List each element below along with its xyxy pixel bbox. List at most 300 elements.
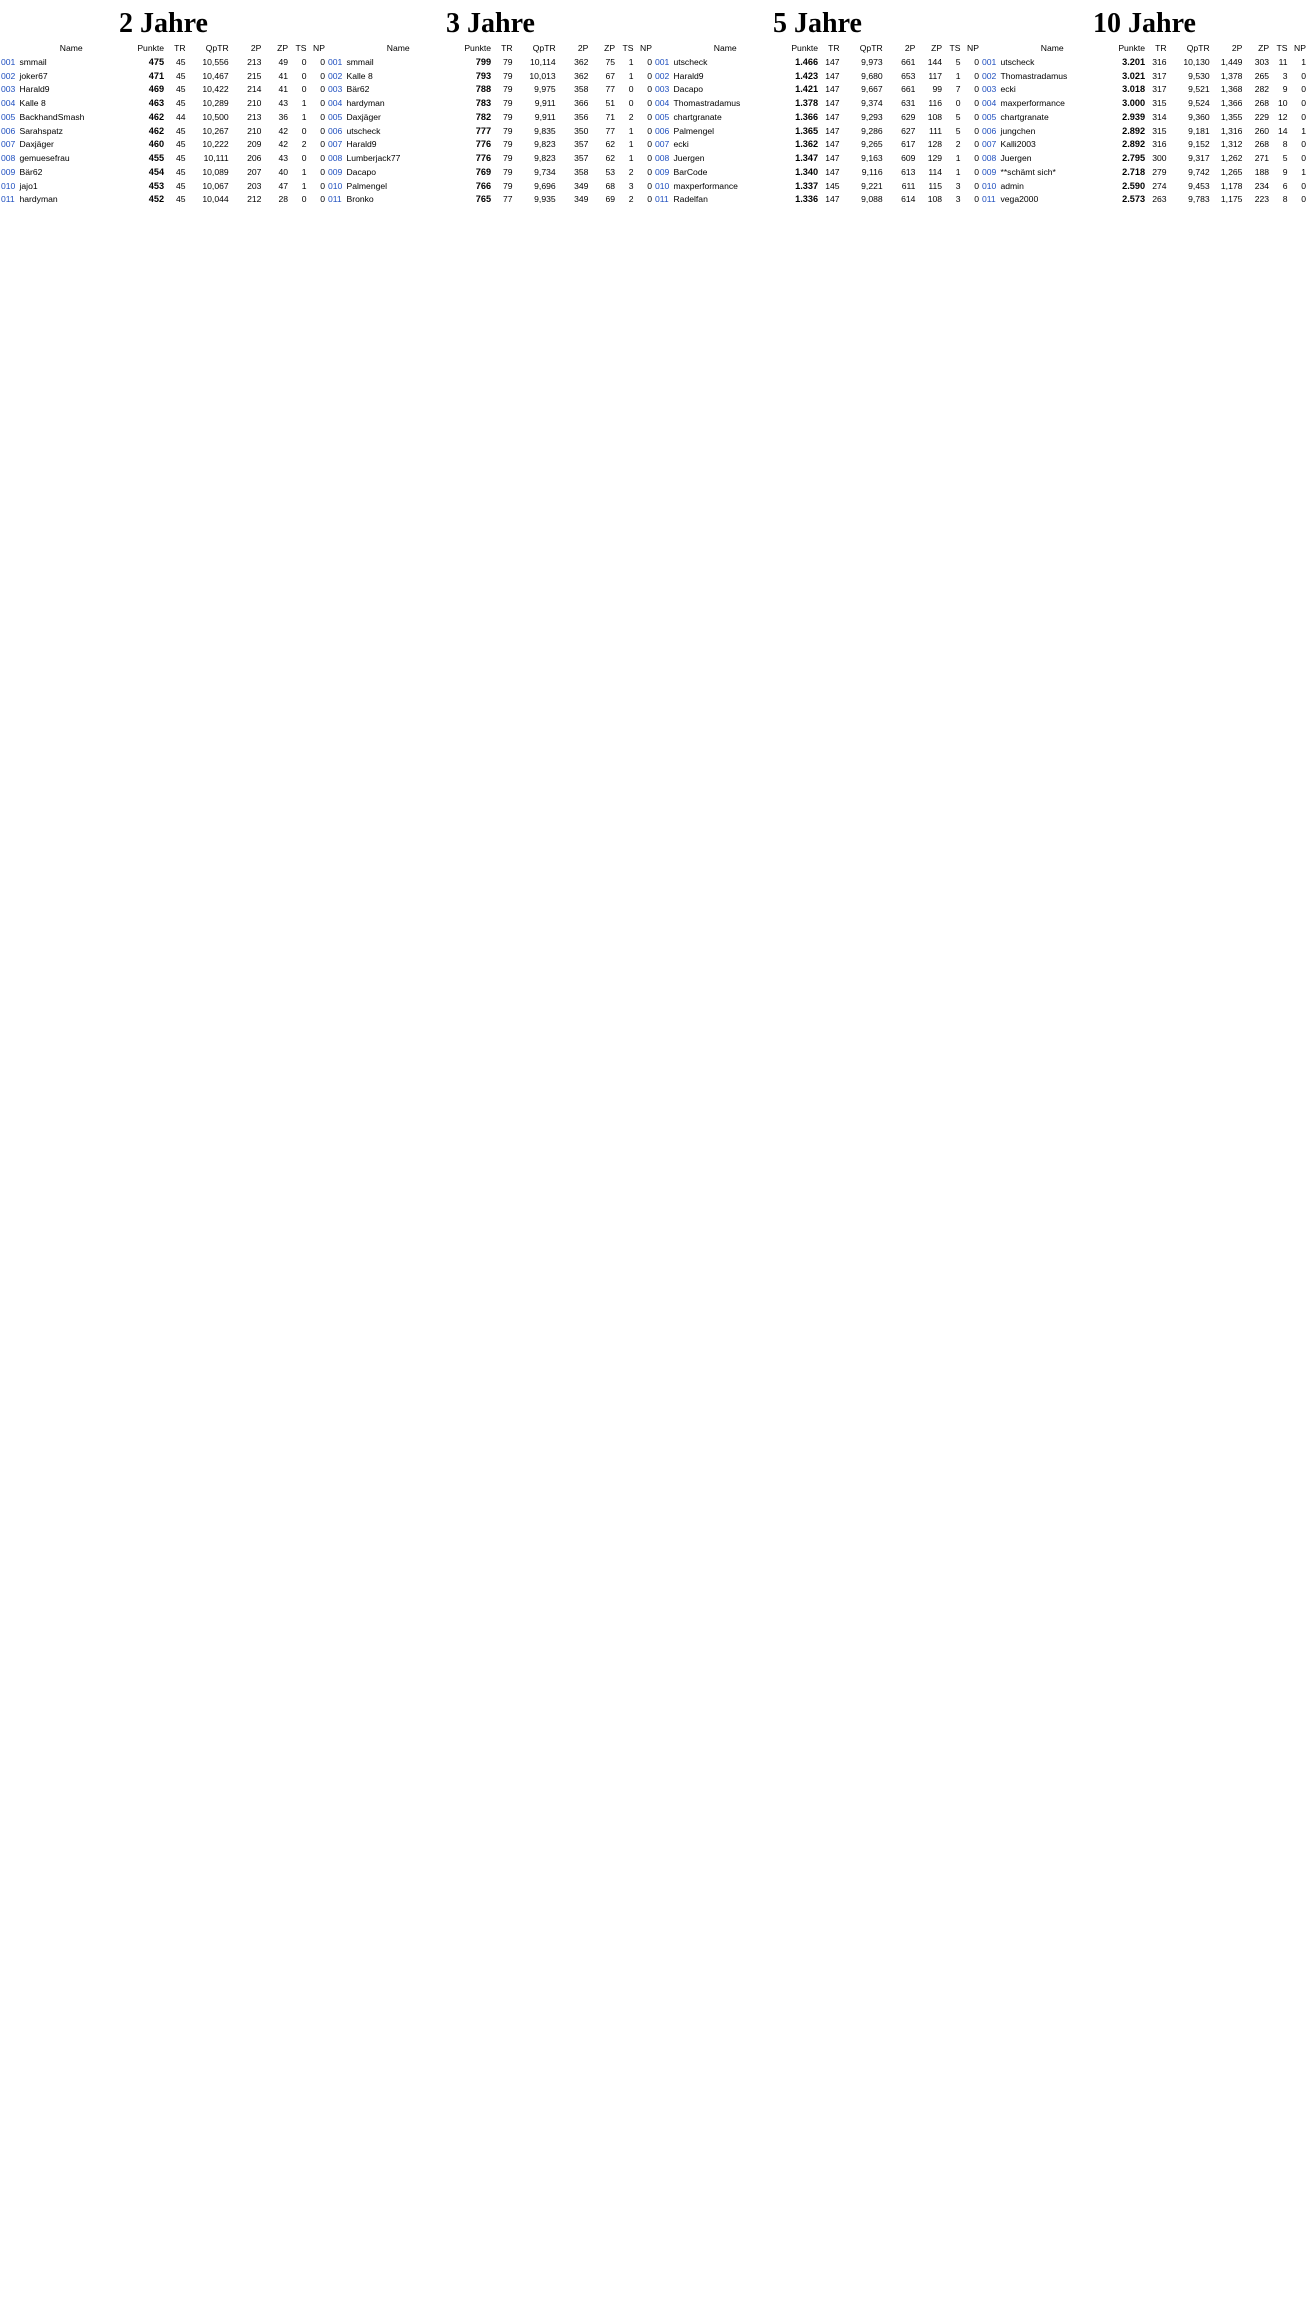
table-cell: 0	[628, 84, 634, 95]
table-cell: 008	[328, 153, 343, 163]
table-cell: 2	[301, 139, 307, 150]
table-cell: 1.336	[795, 194, 819, 205]
table-row	[0, 138, 327, 152]
column-header: QpTR	[1186, 43, 1210, 53]
table-cell: 263	[1152, 194, 1167, 205]
table-cell: 1.466	[795, 56, 819, 67]
table-cell: 010	[328, 180, 343, 191]
table-cell: 79	[503, 70, 513, 81]
table-cell: 0	[320, 125, 325, 136]
table-cell: Juergen	[1000, 153, 1032, 163]
table-cell: 1	[628, 153, 634, 163]
table-cell: 358	[574, 166, 589, 177]
table-cell: 007	[1, 139, 16, 150]
column-header: ZP	[1258, 43, 1270, 53]
table-cell: 471	[148, 70, 165, 81]
table-cell: 002	[982, 70, 997, 81]
table-cell: 003	[982, 84, 997, 95]
table-cell: 0	[1301, 84, 1306, 95]
table-cell: Thomastradamus	[1000, 70, 1068, 81]
table-cell: 214	[247, 84, 262, 95]
table-cell: 006	[328, 125, 343, 136]
table-cell: Daxjäger	[346, 111, 381, 122]
table-cell: 475	[148, 56, 165, 67]
table-cell: 47	[278, 180, 289, 191]
table-cell: 145	[825, 180, 840, 191]
table-cell: Bär62	[346, 84, 370, 95]
table-cell: 008	[655, 153, 670, 163]
table-cell: 265	[1254, 70, 1270, 81]
table-row	[981, 138, 1308, 152]
table-cell: 79	[503, 166, 513, 177]
column-header	[0, 42, 19, 56]
table-cell: 362	[574, 70, 589, 81]
table-cell: 147	[825, 139, 840, 150]
table-cell: 41	[278, 84, 289, 95]
table-cell: 1	[955, 70, 961, 81]
table-cell: 147	[825, 98, 840, 108]
table-cell: jajo1	[19, 180, 38, 191]
table-cell: 661	[901, 56, 916, 67]
table-cell: 0	[974, 125, 979, 136]
table-row	[654, 180, 981, 194]
table-cell: 8	[1282, 139, 1288, 150]
table-cell: 10,467	[202, 70, 229, 81]
table-cell: 1,262	[1220, 153, 1243, 163]
table-row	[327, 138, 654, 152]
table-cell: 452	[148, 194, 165, 205]
table-cell: 609	[901, 153, 916, 163]
table-cell: 9,734	[534, 166, 556, 177]
column-header: 2P	[250, 43, 262, 53]
table-cell: 788	[475, 84, 492, 95]
table-cell: 2	[955, 139, 961, 150]
table-cell: 260	[1254, 125, 1270, 136]
table-cell: 005	[1, 111, 16, 122]
table-cell: 0	[974, 153, 979, 163]
table-cell: Thomastradamus	[673, 98, 741, 108]
table-cell: 460	[148, 139, 165, 150]
table-cell: 9	[1282, 84, 1288, 95]
table-cell: 45	[176, 84, 186, 95]
table-cell: 0	[647, 166, 652, 177]
column-header: TR	[174, 43, 186, 53]
table-cell: 0	[1301, 98, 1306, 108]
table-cell: 147	[825, 56, 840, 67]
table-cell: 268	[1254, 139, 1270, 150]
table-cell: 0	[320, 56, 325, 67]
column-header: TS	[622, 43, 634, 53]
table-cell: 129	[927, 153, 943, 163]
table-cell: 0	[320, 84, 325, 95]
table-cell: 777	[475, 125, 492, 136]
table-cell: 10,222	[202, 139, 229, 150]
table-cell: 613	[901, 166, 916, 177]
table-cell: 011	[328, 194, 342, 205]
table-cell: 2.573	[1122, 194, 1146, 205]
table-cell: utscheck	[673, 56, 708, 67]
ranking-panel	[654, 0, 981, 207]
table-cell: 1	[1301, 56, 1306, 67]
table-cell: 1	[301, 98, 307, 108]
table-cell: 215	[247, 70, 262, 81]
table-row	[327, 111, 654, 125]
table-cell: 9	[1282, 166, 1288, 177]
table-cell: 317	[1152, 84, 1167, 95]
table-cell: 0	[974, 180, 979, 191]
table-cell: 10,013	[529, 70, 556, 81]
table-cell: 0	[1301, 180, 1306, 191]
table-cell: 004	[1, 98, 16, 108]
table-cell: 315	[1152, 98, 1167, 108]
table-cell: 10,044	[202, 194, 229, 205]
table-cell: 0	[974, 194, 979, 205]
table-cell: 003	[328, 84, 343, 95]
table-row	[327, 125, 654, 139]
table-cell: 1,378	[1220, 70, 1243, 81]
table-cell: 0	[647, 98, 652, 108]
table-cell: 79	[503, 56, 513, 67]
table-cell: 9,116	[861, 166, 883, 177]
table-cell: 001	[982, 56, 997, 67]
table-cell: BarCode	[673, 166, 708, 177]
table-cell: 0	[301, 194, 307, 205]
table-row	[981, 70, 1308, 84]
column-header: Punkte	[464, 43, 492, 53]
table-cell: 1.423	[795, 70, 819, 81]
table-cell: Harald9	[346, 139, 377, 150]
table-cell: 68	[605, 180, 616, 191]
table-cell: 10,422	[202, 84, 229, 95]
table-cell: 49	[278, 56, 289, 67]
table-row	[327, 193, 654, 207]
table-cell: 9,374	[861, 98, 883, 108]
table-cell: 0	[301, 84, 307, 95]
table-cell: 9,696	[534, 180, 556, 191]
table-cell: 9,742	[1188, 166, 1210, 177]
table-cell: 1.362	[795, 139, 819, 150]
table-cell: 0	[974, 111, 979, 122]
table-cell: 207	[247, 166, 262, 177]
table-cell: 0	[647, 84, 652, 95]
table-cell: 2.795	[1122, 153, 1146, 163]
table-cell: 001	[328, 56, 343, 67]
column-header: NP	[1294, 43, 1306, 53]
table-cell: 77	[605, 125, 616, 136]
table-cell: chartgranate	[1000, 111, 1049, 122]
table-cell: 6	[1282, 180, 1288, 191]
ranking-panel	[327, 0, 654, 207]
table-cell: 009	[982, 166, 997, 177]
table-row	[0, 180, 327, 194]
table-cell: 5	[1282, 153, 1288, 163]
table-cell: 41	[278, 70, 289, 81]
table-cell: 9,293	[861, 111, 883, 122]
table-cell: 10,089	[202, 166, 229, 177]
table-cell: 9,911	[534, 98, 556, 108]
table-cell: 42	[278, 139, 289, 150]
table-row	[0, 152, 327, 166]
table-cell: 77	[503, 194, 513, 205]
table-cell: 213	[247, 111, 262, 122]
table-cell: 9,181	[1188, 125, 1210, 136]
table-cell: 203	[247, 180, 262, 191]
table-cell: ecki	[1000, 84, 1016, 95]
table-cell: 210	[247, 125, 262, 136]
table-cell: 0	[647, 194, 652, 205]
column-header: ZP	[277, 43, 289, 53]
table-cell: 128	[927, 139, 943, 150]
table-cell: 45	[176, 166, 186, 177]
table-cell: 453	[148, 180, 165, 191]
table-cell: 0	[1301, 139, 1306, 150]
table-cell: 5	[955, 56, 961, 67]
table-cell: 9,935	[534, 194, 556, 205]
table-cell: 357	[574, 139, 589, 150]
table-cell: 462	[148, 111, 165, 122]
panel-title: 2 Jahre	[119, 8, 208, 39]
table-cell: 51	[605, 98, 616, 108]
table-cell: 0	[647, 139, 652, 150]
table-cell: Harald9	[673, 70, 704, 81]
table-cell: 3	[955, 180, 961, 191]
table-cell: 454	[148, 166, 165, 177]
table-cell: 108	[927, 194, 943, 205]
table-cell: 2	[628, 194, 634, 205]
table-cell: 776	[475, 153, 492, 163]
table-cell: 0	[955, 98, 961, 108]
table-cell: 12	[1277, 111, 1288, 122]
column-header: Punkte	[791, 43, 819, 53]
table-cell: hardyman	[346, 98, 385, 108]
table-cell: 003	[1, 84, 16, 95]
table-cell: 0	[647, 180, 652, 191]
table-cell: 1.337	[795, 180, 819, 191]
ranking-panel	[0, 0, 327, 207]
table-cell: 9,265	[861, 139, 883, 150]
table-row	[0, 70, 327, 84]
ranking-table	[0, 42, 327, 207]
table-cell: 3.000	[1122, 98, 1146, 108]
table-row	[327, 56, 654, 70]
table-row	[654, 97, 981, 111]
table-row	[981, 97, 1308, 111]
table-cell: 147	[825, 70, 840, 81]
table-row	[654, 83, 981, 97]
table-cell: Palmengel	[673, 125, 715, 136]
table-cell: 45	[176, 139, 186, 150]
table-cell: Harald9	[19, 84, 50, 95]
table-cell: 316	[1152, 139, 1167, 150]
table-cell: 10,067	[202, 180, 229, 191]
table-cell: 463	[148, 98, 165, 108]
table-cell: 1	[628, 139, 634, 150]
table-cell: Juergen	[673, 153, 705, 163]
table-cell: 769	[475, 166, 492, 177]
table-row	[654, 166, 981, 180]
table-cell: admin	[1000, 180, 1024, 191]
table-cell: 9,286	[861, 125, 883, 136]
table-cell: 004	[982, 98, 997, 108]
table-cell: 3	[628, 180, 634, 191]
table-cell: 5	[955, 125, 961, 136]
table-cell: Sarahspatz	[19, 125, 63, 136]
table-row	[327, 97, 654, 111]
table-cell: 116	[928, 98, 943, 108]
table-cell: smmail	[346, 56, 374, 67]
table-cell: 0	[1301, 194, 1306, 205]
table-cell: 2.892	[1122, 125, 1146, 136]
column-header: ZP	[604, 43, 616, 53]
column-header: QpTR	[205, 43, 229, 53]
table-cell: 661	[901, 84, 916, 95]
table-cell: 002	[1, 70, 16, 81]
table-cell: 2.590	[1122, 180, 1146, 191]
table-cell: 10,130	[1183, 56, 1210, 67]
table-cell: 8	[1282, 194, 1288, 205]
table-cell: 62	[605, 139, 616, 150]
table-row	[0, 56, 327, 70]
table-cell: 1.340	[795, 166, 819, 177]
ranking-table	[654, 42, 981, 207]
table-cell: 0	[320, 194, 325, 205]
table-cell: 614	[901, 194, 916, 205]
table-cell: Dacapo	[673, 84, 704, 95]
table-cell: 009	[328, 166, 343, 177]
table-cell: 0	[320, 153, 325, 163]
table-cell: chartgranate	[673, 111, 722, 122]
table-cell: 209	[247, 139, 262, 150]
table-cell: 114	[928, 166, 943, 177]
table-cell: 1	[301, 166, 307, 177]
table-row	[327, 70, 654, 84]
table-cell: 0	[647, 125, 652, 136]
table-cell: ecki	[673, 139, 689, 150]
table-cell: 009	[1, 166, 16, 177]
table-cell: 0	[647, 111, 652, 122]
column-header: Punkte	[137, 43, 165, 53]
table-cell: 1,355	[1220, 111, 1243, 122]
table-cell: 793	[475, 70, 492, 81]
table-row	[654, 193, 981, 207]
table-row	[0, 83, 327, 97]
table-cell: Daxjäger	[19, 139, 54, 150]
table-cell: 79	[503, 153, 513, 163]
table-cell: 9,973	[861, 56, 883, 67]
table-cell: 43	[278, 98, 289, 108]
table-cell: 0	[320, 98, 325, 108]
table-cell: 2	[628, 166, 634, 177]
table-cell: 0	[320, 111, 325, 122]
table-cell: 010	[1, 180, 16, 191]
table-cell: 1	[628, 56, 634, 67]
panel-title: 3 Jahre	[446, 8, 535, 39]
table-cell: 282	[1254, 84, 1270, 95]
table-header	[981, 42, 1308, 56]
column-header: TR	[1155, 43, 1167, 53]
column-header	[981, 42, 1000, 56]
table-cell: 9,524	[1188, 98, 1210, 108]
table-cell: 1	[628, 70, 634, 81]
table-cell: vega2000	[1000, 194, 1039, 205]
table-cell: 1,368	[1220, 84, 1243, 95]
table-cell: 1,312	[1220, 139, 1243, 150]
table-cell: 79	[503, 98, 513, 108]
table-cell: utscheck	[1000, 56, 1035, 67]
table-cell: 79	[503, 125, 513, 136]
table-cell: 765	[475, 194, 492, 205]
table-cell: maxperformance	[673, 180, 738, 191]
column-header	[654, 42, 673, 56]
table-cell: 1,265	[1220, 166, 1243, 177]
table-cell: 627	[901, 125, 916, 136]
table-cell: 271	[1254, 153, 1270, 163]
table-cell: 9,680	[861, 70, 883, 81]
table-cell: 0	[320, 180, 325, 191]
table-cell: 40	[278, 166, 289, 177]
table-cell: 44	[176, 111, 186, 122]
column-header: TR	[828, 43, 840, 53]
panel-title: 10 Jahre	[1093, 8, 1196, 39]
column-header: TR	[501, 43, 513, 53]
table-cell: 45	[176, 194, 186, 205]
table-cell: 1.365	[795, 125, 819, 136]
table-cell: 009	[655, 166, 670, 177]
column-header: Name	[1040, 43, 1064, 53]
table-cell: 0	[1301, 153, 1306, 163]
table-cell: 111	[929, 125, 943, 136]
table-cell: 0	[974, 56, 979, 67]
table-cell: 0	[1301, 111, 1306, 122]
table-cell: 362	[574, 56, 589, 67]
table-cell: 005	[655, 111, 670, 122]
table-cell: 9,823	[534, 139, 556, 150]
table-row	[981, 152, 1308, 166]
table-cell: 9,667	[861, 84, 883, 95]
table-row	[0, 125, 327, 139]
table-row	[654, 138, 981, 152]
table-cell: 357	[574, 153, 589, 163]
table-cell: 1.366	[795, 111, 819, 122]
table-cell: 001	[1, 56, 16, 67]
table-cell: 007	[328, 139, 343, 150]
table-cell: 28	[278, 194, 289, 205]
table-cell: 10,500	[202, 111, 229, 122]
table-cell: 300	[1152, 153, 1167, 163]
table-cell: 002	[328, 70, 343, 81]
table-cell: 147	[825, 194, 840, 205]
table-cell: 001	[655, 56, 670, 67]
table-cell: 108	[927, 111, 943, 122]
table-cell: 455	[148, 153, 165, 163]
table-cell: 617	[901, 139, 916, 150]
table-header	[327, 42, 654, 56]
table-cell: 115	[928, 180, 943, 191]
table-cell: 1	[301, 111, 307, 122]
table-cell: 006	[655, 125, 670, 136]
table-row	[981, 180, 1308, 194]
table-cell: 9,152	[1188, 139, 1210, 150]
table-cell: 0	[974, 70, 979, 81]
table-cell: 315	[1152, 125, 1167, 136]
table-cell: 349	[574, 194, 589, 205]
table-cell: 0	[301, 125, 307, 136]
column-header: 2P	[904, 43, 916, 53]
table-cell: 274	[1152, 180, 1167, 191]
table-cell: 3.201	[1122, 56, 1146, 67]
table-cell: maxperformance	[1000, 98, 1065, 108]
table-cell: 314	[1152, 111, 1167, 122]
